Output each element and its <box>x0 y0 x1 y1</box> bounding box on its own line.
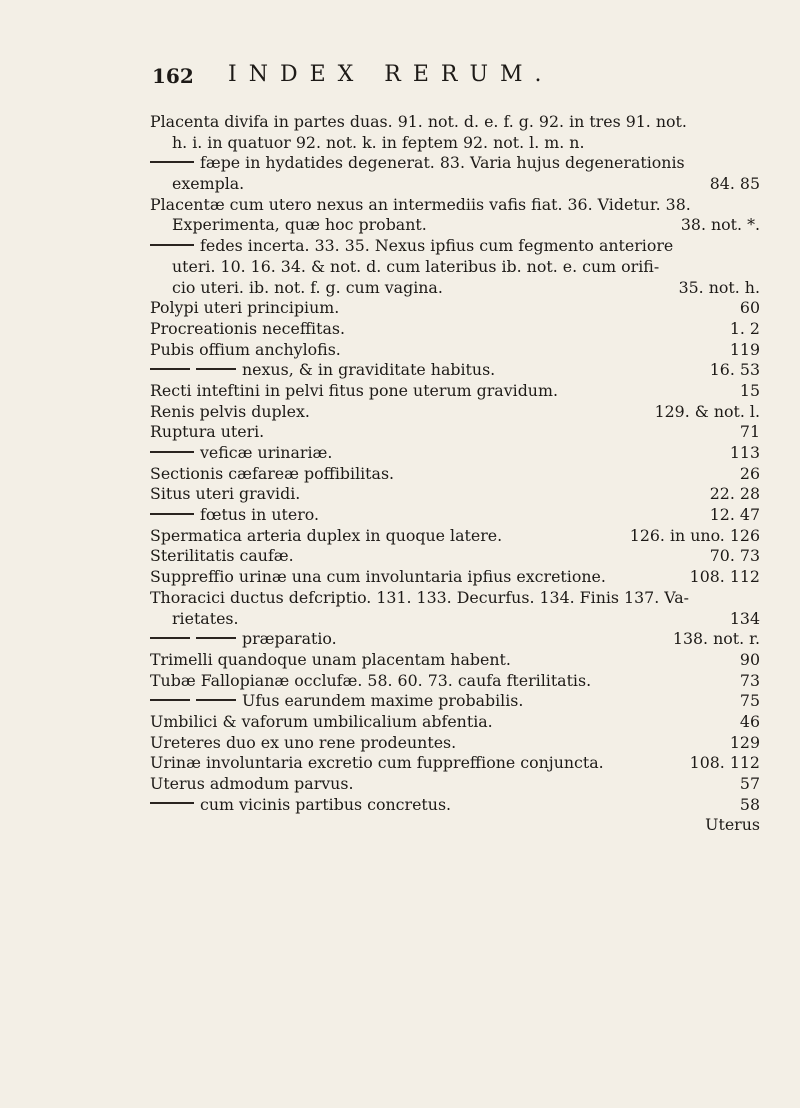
entry-label: Ruptura uteri. <box>150 422 265 442</box>
entry-text <box>150 195 691 216</box>
entry-label: fæpe in hydatides degenerat. 83. Varia hujus degenerationis <box>200 153 685 173</box>
entry-label: nexus, & in graviditate habitus. <box>242 360 496 380</box>
index-line <box>150 402 760 423</box>
entry-text <box>150 340 341 361</box>
index-line <box>150 195 760 216</box>
entry-page-ref: 90 <box>739 649 760 669</box>
entry-label: Procreationis neceffitas. <box>150 318 346 338</box>
index-line <box>150 422 760 443</box>
index-line <box>150 215 760 236</box>
entry-label: Thoracici ductus defcriptio. 131. 133. Decurfus. 134. Finis 137. Va- <box>150 587 689 607</box>
index-line <box>150 484 760 505</box>
entry-label: Sterilitatis caufæ. <box>150 546 294 566</box>
entry-text <box>150 691 523 712</box>
entry-text <box>150 484 300 505</box>
entry-page-ref: 119 <box>729 339 760 359</box>
ditto-dash <box>150 802 194 804</box>
entry-text <box>150 774 353 795</box>
entry-label: Ufus earundem maxime probabilis. <box>242 691 524 711</box>
entry-text <box>150 422 264 443</box>
entry-label: veficæ urinariæ. <box>200 443 333 462</box>
ditto-dash <box>150 699 190 701</box>
running-header <box>152 62 752 92</box>
entry-text <box>150 546 294 567</box>
entry-label: Placenta divifa in partes duas. 91. not. d. e. f. g. 92. in tres 91. not. <box>150 112 687 131</box>
entry-label: Urinæ involuntaria excretio cum fuppreffione conjuncta. <box>150 753 604 773</box>
index-line <box>150 381 760 402</box>
entry-text <box>172 257 659 278</box>
entry-page-ref: 138. not. r. <box>672 629 760 649</box>
entry-label: Uterus admodum parvus. <box>150 774 354 793</box>
catchword-line <box>150 815 760 836</box>
ditto-dash <box>150 368 190 370</box>
index-line <box>150 567 760 588</box>
index-line <box>150 526 760 547</box>
index-line <box>150 505 760 526</box>
entry-label: præparatio. <box>242 629 337 649</box>
index-line <box>150 712 760 733</box>
entry-label: cum vicinis partibus concretus. <box>200 794 452 814</box>
entry-page-ref: 71 <box>739 422 760 442</box>
entry-text <box>150 753 604 774</box>
entry-label: Tubæ Fallopianæ occlufæ. 58. 60. 73. caufa fterilitatis. <box>150 670 592 690</box>
index-line <box>150 340 760 361</box>
entry-text <box>150 712 493 733</box>
entry-label: fœtus in utero. <box>200 505 320 525</box>
index-line <box>150 278 760 299</box>
entry-text <box>150 526 502 547</box>
index-line <box>150 650 760 671</box>
entry-label: Trimelli quandoque unam placentam habent. <box>150 649 511 669</box>
entry-label: Umbilici & vaforum umbilicalium abfentia. <box>150 711 493 731</box>
entry-text <box>150 319 345 340</box>
entry-page-ref: 129. & not. l. <box>654 401 760 421</box>
entry-label: uteri. 10. 16. 34. & not. d. cum lateribus ib. not. e. cum orifi- <box>172 256 660 276</box>
entry-label: exempla. <box>172 174 245 194</box>
entry-label: Spermatica arteria duplex in quoque latere. <box>150 525 503 545</box>
entry-label: rietates. <box>172 608 239 628</box>
entry-page-ref: 129 <box>729 732 760 752</box>
index-line <box>150 588 760 609</box>
entry-label: Placentæ cum utero nexus an intermediis vafis fiat. 36. Videtur. 38. <box>150 194 691 214</box>
index-line <box>150 443 760 464</box>
entry-label: Ureteres duo ex uno rene prodeuntes. <box>150 732 457 752</box>
entry-page-ref: 35. not. h. <box>678 277 760 297</box>
entry-page-ref: 38. not. *. <box>680 215 760 235</box>
entry-page-ref: 84. 85 <box>709 174 760 194</box>
page-number: 162 <box>152 64 194 88</box>
entry-text <box>172 133 585 154</box>
page-title: INDEX RERUM. <box>228 62 554 87</box>
ditto-dash <box>150 244 194 246</box>
entry-label: Suppreffio urinæ una cum involuntaria ipfius excretione. <box>150 567 606 587</box>
entry-page-ref: 60 <box>739 298 760 318</box>
entry-text <box>150 650 511 671</box>
catchword: Uterus <box>705 815 760 835</box>
ditto-dash <box>196 637 236 639</box>
entry-page-ref: 26 <box>739 463 760 483</box>
index-entries <box>150 112 760 836</box>
index-line <box>150 112 760 133</box>
index-line <box>150 298 760 319</box>
index-line <box>150 360 760 381</box>
entry-text <box>172 609 239 630</box>
index-line <box>150 133 760 154</box>
entry-label: Pubis offium anchylofis. <box>150 339 341 359</box>
entry-text <box>150 795 451 816</box>
index-line <box>150 629 760 650</box>
entry-text <box>150 464 394 485</box>
index-line <box>150 464 760 485</box>
entry-text <box>150 381 558 402</box>
entry-text <box>150 153 685 174</box>
entry-page-ref: 57 <box>739 774 760 793</box>
entry-page-ref: 70. 73 <box>709 546 760 566</box>
index-line <box>150 733 760 754</box>
entry-label: Experimenta, quæ hoc probant. <box>172 215 427 235</box>
index-line <box>150 753 760 774</box>
index-line <box>150 257 760 278</box>
entry-text <box>150 443 332 464</box>
index-line <box>150 546 760 567</box>
entry-label: Renis pelvis duplex. <box>150 401 310 421</box>
entry-text <box>150 733 456 754</box>
entry-page-ref: 108. 112 <box>689 567 760 587</box>
entry-text <box>150 402 310 423</box>
entry-text <box>150 505 319 526</box>
entry-page-ref: 108. 112 <box>689 753 760 773</box>
entry-label: Situs uteri gravidi. <box>150 484 301 504</box>
entry-page-ref: 113 <box>729 443 760 462</box>
ditto-dash <box>196 699 236 701</box>
entry-page-ref: 73 <box>739 670 760 690</box>
index-line <box>150 174 760 195</box>
entry-label: h. i. in quatuor 92. not. k. in feptem 92. not. l. m. n. <box>172 132 585 152</box>
index-line <box>150 236 760 257</box>
entry-text <box>150 567 606 588</box>
entry-page-ref: 15 <box>739 380 760 400</box>
entry-label: Sectionis cæfareæ poffibilitas. <box>150 463 395 483</box>
index-line <box>150 609 760 630</box>
entry-text <box>150 588 689 609</box>
index-line <box>150 153 760 174</box>
entry-text <box>150 112 687 133</box>
index-line <box>150 795 760 816</box>
entry-label: fedes incerta. 33. 35. Nexus ipfius cum fegmento anteriore <box>200 236 674 256</box>
entry-page-ref: 22. 28 <box>709 484 760 504</box>
index-line <box>150 774 760 795</box>
ditto-dash <box>150 451 194 453</box>
entry-page-ref: 58 <box>739 794 760 814</box>
ditto-dash <box>150 637 190 639</box>
entry-page-ref: 134 <box>729 608 760 628</box>
entry-text <box>172 174 244 195</box>
entry-page-ref: 75 <box>739 691 760 711</box>
entry-page-ref: 126. in uno. 126 <box>629 525 760 545</box>
entry-page-ref: 16. 53 <box>709 360 760 380</box>
entry-text <box>150 360 495 381</box>
entry-page-ref: 1. 2 <box>729 318 760 338</box>
entry-label: cio uteri. ib. not. f. g. cum vagina. <box>172 277 443 297</box>
entry-text <box>150 298 339 319</box>
index-line <box>150 671 760 692</box>
ditto-dash <box>150 513 194 515</box>
entry-page-ref: 46 <box>739 711 760 731</box>
entry-label: Recti inteftini in pelvi fitus pone uterum gravidum. <box>150 380 558 400</box>
entry-text <box>172 278 443 299</box>
entry-text <box>150 629 337 650</box>
entry-text <box>150 671 591 692</box>
ditto-dash <box>196 368 236 370</box>
entry-text <box>172 215 427 236</box>
entry-text <box>150 236 673 257</box>
index-line <box>150 319 760 340</box>
entry-page-ref: 12. 47 <box>709 505 760 525</box>
ditto-dash <box>150 161 194 163</box>
entry-label: Polypi uteri principium. <box>150 298 340 318</box>
index-line <box>150 691 760 712</box>
